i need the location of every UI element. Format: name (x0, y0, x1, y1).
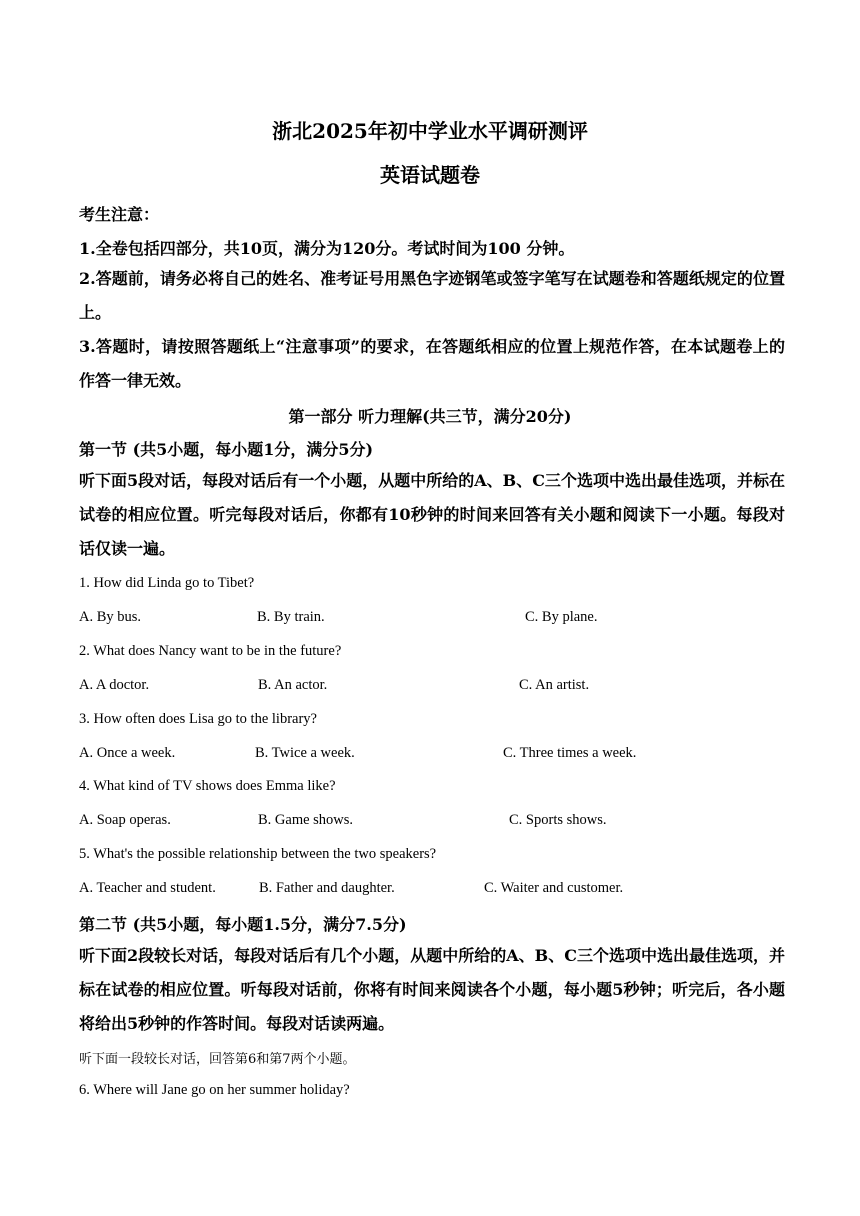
question-4: 4. What kind of TV shows does Emma like? (79, 778, 336, 794)
question-2-option-b: B. An actor. (258, 677, 328, 693)
question-3: 3. How often does Lisa go to the library? (79, 711, 317, 727)
question-1-option-b: B. By train. (257, 609, 325, 625)
page-title: 浙北2025年初中学业水平调研测评 (272, 119, 588, 143)
question-2-option-c: C. An artist. (519, 677, 590, 693)
question-5-option-c: C. Waiter and customer. (484, 880, 624, 896)
question-5-option-b: B. Father and daughter. (259, 880, 395, 896)
notice-item-1: 1.全卷包括四部分，共10页，满分为120分。考试时间为100 分钟。 (79, 239, 575, 258)
page-subtitle: 英语试题卷 (380, 163, 480, 187)
question-4-option-c: C. Sports shows. (509, 812, 607, 828)
question-4-option-b: B. Game shows. (258, 812, 354, 828)
notice-heading: 考生注意： (79, 205, 160, 224)
question-5: 5. What's the possible relationship between the two speakers? (79, 846, 437, 862)
question-3-option-c: C. Three times a week. (503, 745, 637, 761)
dialogue-lead: 听下面一段较长对话，回答第6和第7两个小题。 (79, 1052, 356, 1067)
question-4-option-a: A. Soap operas. (79, 812, 171, 828)
question-2: 2. What does Nancy want to be in the future? (79, 643, 342, 659)
section2-heading: 第二节 (共5小题，每小题1.5分，满分7.5分) (79, 915, 407, 934)
question-3-option-a: A. Once a week. (79, 745, 176, 761)
question-2-option-a: A. A doctor. (79, 677, 150, 693)
question-5-option-a: A. Teacher and student. (79, 880, 216, 896)
notice-item-3: 3.答题时，请按照答题纸上“注意事项”的要求，在答题纸相应的位置上规范作答，在本试题卷上的作答一律无效。 (79, 337, 785, 390)
question-1-option-c: C. By plane. (525, 609, 598, 625)
question-1: 1. How did Linda go to Tibet? (79, 575, 255, 591)
notice-item-2: 2.答题前，请务必将自己的姓名、准考证号用黑色字迹钢笔或签字笔写在试题卷和答题纸规定的位置上。 (79, 269, 785, 322)
question-1-option-a: A. By bus. (79, 609, 142, 625)
section1-heading: 第一节 (共5小题，每小题1分，满分5分) (79, 440, 374, 459)
section1-instructions: 听下面5段对话，每段对话后有一个小题，从题中所给的A、B、C三个选项中选出最佳选项，并标在试卷的相应位置。听完每段对话后，你都有10秒钟的时间来回答有关小题和阅读下一小题。每段对话仅读一遍。 (79, 471, 785, 558)
part1-heading: 第一部分 听力理解(共三节，满分20分) (288, 407, 572, 426)
section2-instructions: 听下面2段较长对话，每段对话后有几个小题，从题中所给的A、B、C三个选项中选出最佳选项，并标在试卷的相应位置。听每段对话前，你将有时间来阅读各个小题，每小题5秒钟；听完后，各小题将给出5秒钟的作答时间。每段对话读两遍。 (79, 946, 785, 1033)
question-3-option-b: B. Twice a week. (255, 745, 355, 761)
question-6: 6. Where will Jane go on her summer holiday? (79, 1082, 350, 1098)
